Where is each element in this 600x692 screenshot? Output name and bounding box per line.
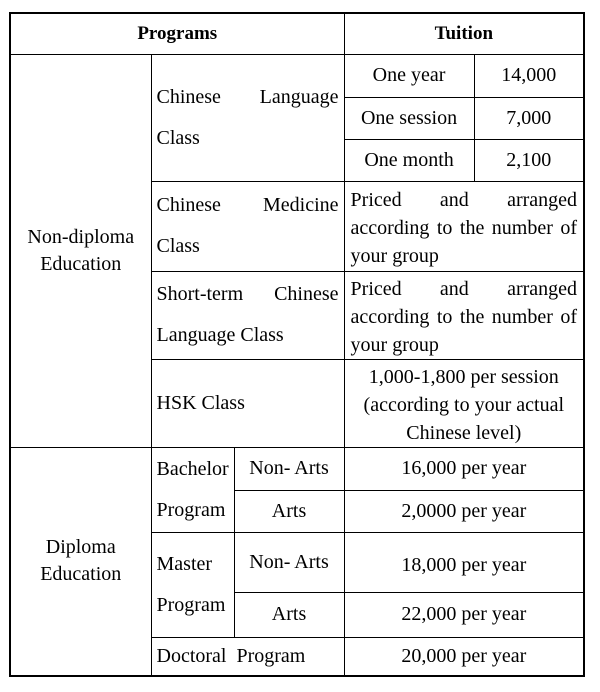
bachelor-non-arts-label: Non- Arts — [234, 447, 344, 490]
bachelor-arts-price: 2,0000 per year — [344, 490, 584, 532]
cell-chinese-language-class — [151, 54, 344, 181]
diploma-label-line1: Diploma — [45, 536, 116, 559]
master-non-arts-price: 18,000 per year — [344, 532, 584, 592]
price-one-month: 2,100 — [474, 139, 584, 181]
term-one-month: One month — [344, 139, 474, 181]
short-term-line2: Language Class — [156, 324, 284, 346]
term-one-year: One year — [344, 54, 474, 97]
master-line1: Master — [156, 552, 213, 575]
chinese-language-line1: Chinese Language — [156, 85, 339, 108]
cell-chinese-medicine-class — [151, 181, 344, 271]
row-one-year — [10, 54, 584, 97]
price-one-year: 14,000 — [474, 54, 584, 97]
doctoral-price: 20,000 per year — [344, 637, 584, 676]
chinese-language-line2: Class — [156, 126, 200, 149]
tuition-hsk-line3: Chinese level) — [406, 421, 522, 444]
chinese-medicine-line1: Chinese Medicine — [156, 194, 339, 216]
master-arts-label: Arts — [234, 592, 344, 637]
tuition-chinese-medicine — [344, 181, 584, 271]
cell-doctoral-program — [151, 637, 344, 676]
bachelor-arts-label: Arts — [234, 490, 344, 532]
tuition-hsk — [344, 359, 584, 447]
tuition-medicine-line3: your group — [350, 244, 439, 267]
bachelor-non-arts-price: 16,000 per year — [344, 447, 584, 490]
doctoral-name: Doctoral Program — [156, 644, 306, 667]
cell-hsk-class — [151, 359, 344, 447]
header-row — [10, 13, 584, 54]
hsk-class-name: HSK Class — [156, 391, 245, 414]
section-label-diploma — [10, 447, 151, 676]
tuition-table — [9, 12, 585, 677]
cell-master-program — [151, 532, 234, 637]
tuition-medicine-line1: Priced and arranged — [350, 188, 578, 211]
tuition-short-term-line3: your group — [350, 333, 439, 356]
tuition-hsk-line2: (according to your actual — [363, 393, 565, 416]
tuition-hsk-line1: 1,000-1,800 per session — [368, 365, 559, 388]
section-label-non-diploma — [10, 54, 151, 447]
diploma-label-line2: Education — [40, 563, 122, 586]
tuition-short-term-line2: according to the number of — [350, 305, 578, 328]
row-bachelor-non-arts — [10, 447, 584, 490]
chinese-medicine-line2: Class — [156, 235, 200, 257]
short-term-line1: Short-term Chinese — [156, 283, 339, 305]
tuition-header: Tuition — [344, 13, 584, 54]
section-label-line2: Education — [40, 252, 122, 275]
tuition-short-term — [344, 271, 584, 359]
programs-header: Programs — [10, 13, 344, 54]
price-one-session: 7,000 — [474, 97, 584, 139]
cell-short-term-class — [151, 271, 344, 359]
section-label-line1: Non-diploma — [27, 225, 135, 248]
tuition-medicine-line2: according to the number of — [350, 216, 578, 239]
master-non-arts-label: Non- Arts — [234, 532, 344, 592]
tuition-short-term-line1: Priced and arranged — [350, 277, 578, 300]
term-one-session: One session — [344, 97, 474, 139]
cell-bachelor-program — [151, 447, 234, 532]
bachelor-line2: Program — [156, 498, 226, 521]
master-line2: Program — [156, 593, 226, 616]
master-arts-price: 22,000 per year — [344, 592, 584, 637]
bachelor-line1: Bachelor — [156, 457, 229, 480]
